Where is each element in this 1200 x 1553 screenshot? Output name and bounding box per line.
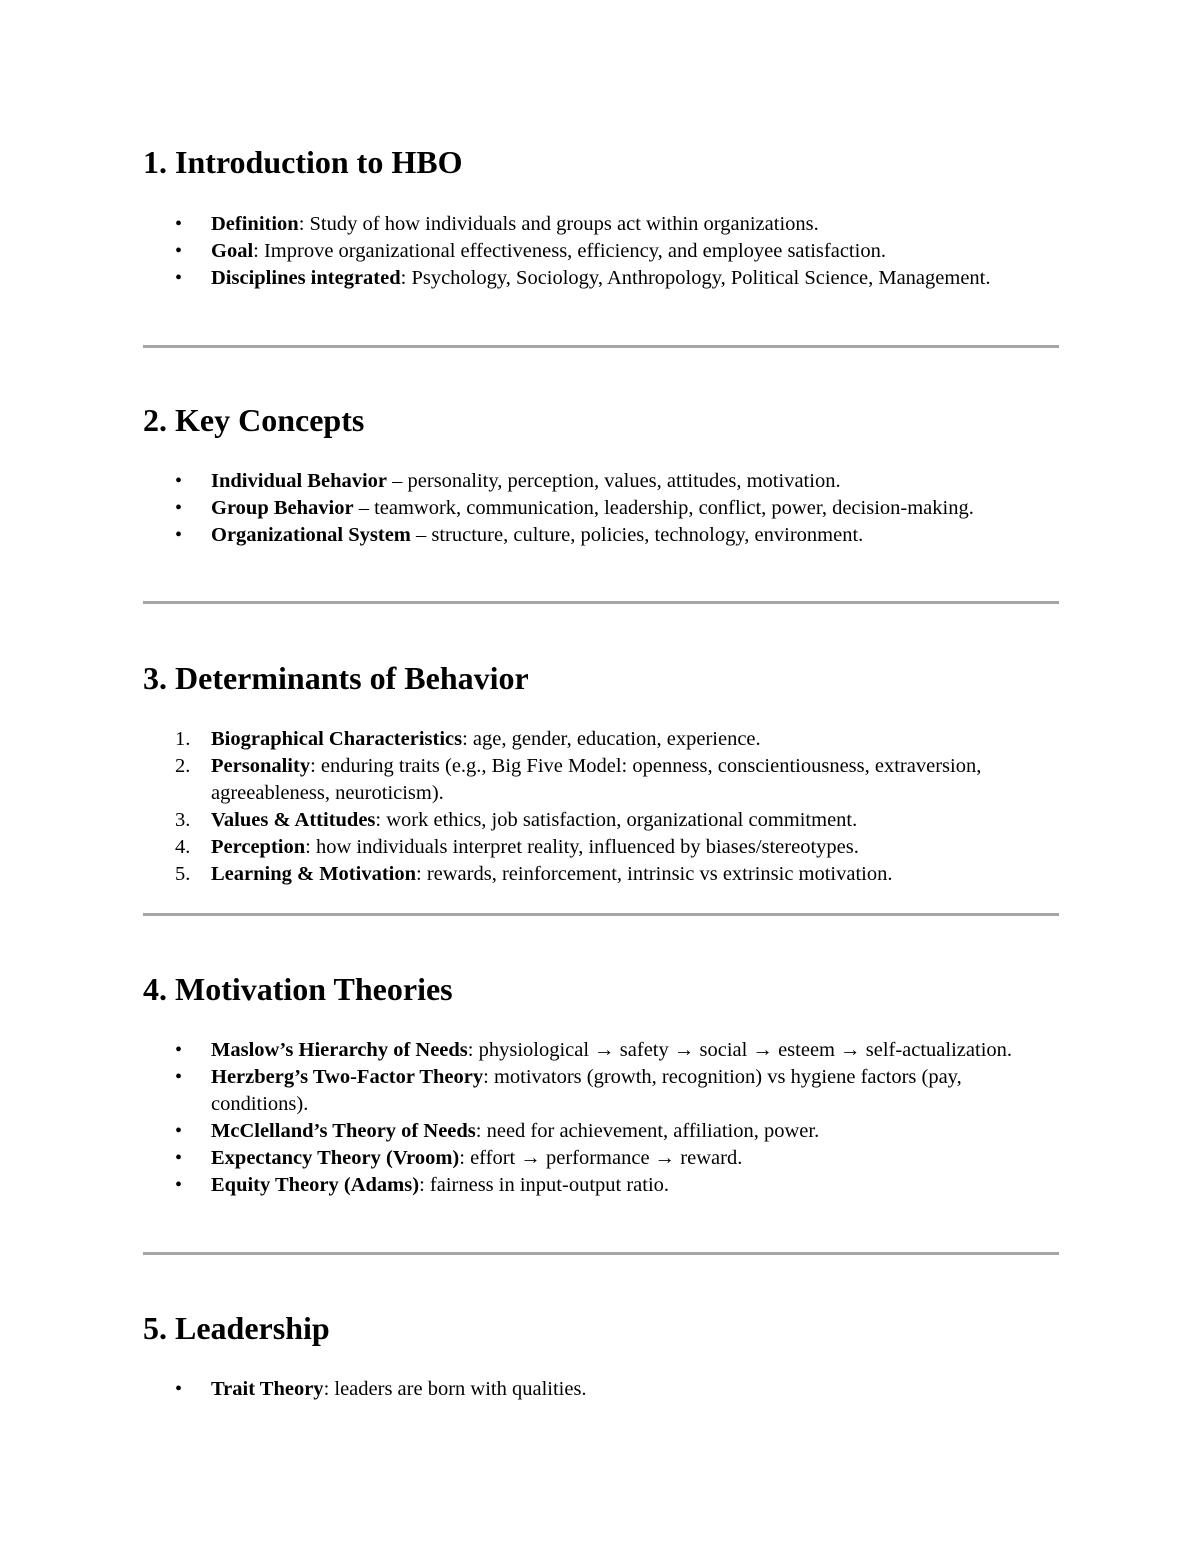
item-text: : enduring traits (e.g., Big Five Model: openness, conscientiousness, extraversion, agreeableness, neuroticism). bbox=[211, 755, 982, 804]
bullet-icon: • bbox=[175, 240, 183, 262]
item-text: : Improve organizational effectiveness, efficiency, and employee satisfaction. bbox=[253, 240, 886, 262]
bullet-icon: • bbox=[175, 1378, 183, 1400]
item-term: Definition bbox=[211, 213, 299, 235]
section-divider bbox=[143, 1252, 1059, 1255]
item-text: : effort → performance → reward. bbox=[459, 1147, 743, 1169]
bullet-icon: • bbox=[175, 213, 183, 235]
list-item bbox=[143, 753, 1031, 807]
item-term: Equity Theory (Adams) bbox=[211, 1174, 420, 1196]
list-item bbox=[143, 1064, 1031, 1118]
item-term: Goal bbox=[211, 240, 254, 262]
item-term: Group Behavior bbox=[211, 497, 354, 519]
item-text: : leaders are born with qualities. bbox=[323, 1378, 587, 1400]
list-item bbox=[143, 522, 1031, 549]
item-text: : age, gender, education, experience. bbox=[462, 728, 761, 750]
item-text: : motivators (growth, recognition) vs hygiene factors (pay, conditions). bbox=[211, 1066, 962, 1115]
item-term: Herzberg’s Two-Factor Theory bbox=[211, 1066, 484, 1088]
bullet-icon: • bbox=[175, 470, 183, 492]
bullet-list bbox=[143, 211, 1059, 292]
item-term: Expectancy Theory (Vroom) bbox=[211, 1147, 460, 1169]
item-term: McClelland’s Theory of Needs bbox=[211, 1120, 476, 1142]
item-number: 4. bbox=[175, 836, 191, 858]
item-text: : rewards, reinforcement, intrinsic vs extrinsic motivation. bbox=[416, 863, 893, 885]
list-item bbox=[143, 861, 1031, 888]
list-item bbox=[143, 1118, 1031, 1145]
bullet-list bbox=[143, 468, 1059, 549]
item-term: Disciplines integrated bbox=[211, 267, 401, 289]
bullet-icon: • bbox=[175, 1066, 183, 1088]
item-text: : how individuals interpret reality, influenced by biases/stereotypes. bbox=[305, 836, 859, 858]
section-heading: 1. Introduction to HBO bbox=[143, 144, 463, 180]
section-determinants bbox=[143, 658, 1059, 888]
section-leadership bbox=[143, 1308, 1059, 1403]
bullet-icon: • bbox=[175, 1174, 183, 1196]
item-term: Maslow’s Hierarchy of Needs bbox=[211, 1039, 468, 1061]
bullet-list bbox=[143, 1037, 1059, 1199]
list-item bbox=[143, 211, 1031, 238]
section-heading: 3. Determinants of Behavior bbox=[143, 660, 529, 696]
list-item bbox=[143, 1145, 1031, 1172]
section-heading: 2. Key Concepts bbox=[143, 402, 365, 438]
section-divider bbox=[143, 913, 1059, 916]
list-item bbox=[143, 1037, 1031, 1064]
bullet-icon: • bbox=[175, 1147, 183, 1169]
item-term: Biographical Characteristics bbox=[211, 728, 463, 750]
section-introduction bbox=[143, 142, 1059, 292]
section-divider bbox=[143, 345, 1059, 348]
section-heading: 4. Motivation Theories bbox=[143, 971, 453, 1007]
list-item bbox=[143, 834, 1031, 861]
item-text: : fairness in input-output ratio. bbox=[419, 1174, 670, 1196]
bullet-icon: • bbox=[175, 524, 183, 546]
item-text: : Study of how individuals and groups act within organizations. bbox=[298, 213, 819, 235]
item-term: Individual Behavior bbox=[211, 470, 388, 492]
bullet-list bbox=[143, 1376, 1059, 1403]
numbered-list bbox=[143, 726, 1059, 888]
item-text: – structure, culture, policies, technology, environment. bbox=[410, 524, 864, 546]
item-term: Learning & Motivation bbox=[211, 863, 416, 885]
item-number: 2. bbox=[175, 755, 191, 777]
bullet-icon: • bbox=[175, 267, 183, 289]
item-text: : need for achievement, affiliation, power. bbox=[475, 1120, 820, 1142]
item-text: – teamwork, communication, leadership, conflict, power, decision-making. bbox=[353, 497, 974, 519]
item-term: Perception bbox=[211, 836, 306, 858]
list-item bbox=[143, 1172, 1031, 1199]
item-term: Organizational System bbox=[211, 524, 411, 546]
item-number: 5. bbox=[175, 863, 191, 885]
list-item bbox=[143, 468, 1031, 495]
list-item bbox=[143, 238, 1031, 265]
item-number: 3. bbox=[175, 809, 191, 831]
item-term: Trait Theory bbox=[211, 1378, 324, 1400]
list-item bbox=[143, 495, 1031, 522]
bullet-icon: • bbox=[175, 1120, 183, 1142]
item-number: 1. bbox=[175, 728, 191, 750]
item-text: : Psychology, Sociology, Anthropology, Political Science, Management. bbox=[400, 267, 991, 289]
item-term: Personality bbox=[211, 755, 311, 777]
list-item bbox=[143, 1376, 1031, 1403]
bullet-icon: • bbox=[175, 1039, 183, 1061]
section-motivation-theories bbox=[143, 969, 1059, 1199]
list-item bbox=[143, 265, 1031, 292]
item-term: Values & Attitudes bbox=[211, 809, 376, 831]
list-item bbox=[143, 726, 1031, 753]
bullet-icon: • bbox=[175, 497, 183, 519]
list-item bbox=[143, 807, 1031, 834]
item-text: : work ethics, job satisfaction, organizational commitment. bbox=[375, 809, 858, 831]
section-divider bbox=[143, 601, 1059, 604]
section-heading: 5. Leadership bbox=[143, 1310, 330, 1346]
item-text: : physiological → safety → social → esteem → self-actualization. bbox=[467, 1039, 1013, 1061]
item-text: – personality, perception, values, attitudes, motivation. bbox=[387, 470, 841, 492]
section-key-concepts bbox=[143, 400, 1059, 549]
